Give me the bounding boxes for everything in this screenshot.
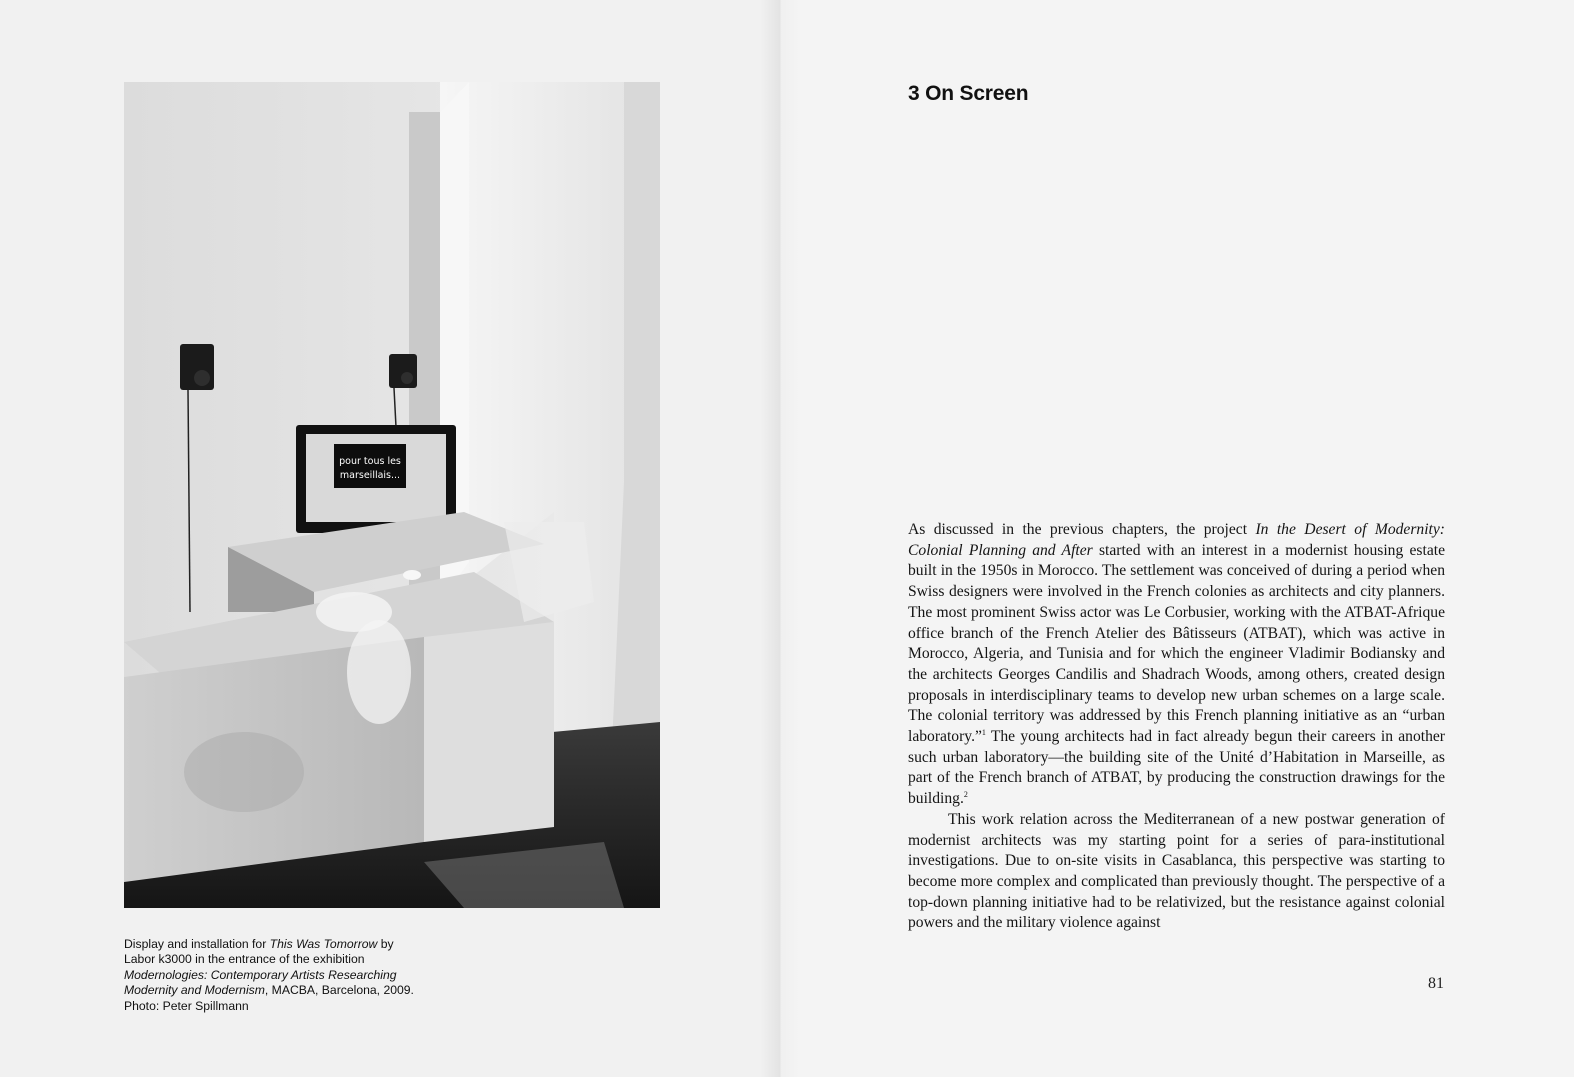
caption-text: Display and installation for: [124, 937, 270, 951]
caption-line-2: Labor k3000 in the entrance of the exhibition: [124, 952, 365, 967]
monitor-screen-text-line1: pour tous les: [339, 456, 401, 467]
footnote-ref-1[interactable]: 1: [981, 728, 986, 738]
caption-text: , MACBA, Barcelona, 2009.: [264, 983, 414, 998]
paragraph-2: This work relation across the Mediterranean of a new postwar generation of modernist architects was my starting point for a series of para-institutional investigations. Due to on-site visits in Casablanca, this perspective was starting to become more complex and complicated than previously thought. The perspective of a top-down planning initiative had to be relativized, but the resistance against colonial powers and the military violence against: [908, 810, 1445, 932]
caption-text: by: [377, 937, 394, 951]
caption-work-title: This Was Tomorrow: [269, 937, 378, 951]
paragraph-1: [908, 520, 1445, 810]
caption-line-5: Photo: Peter Spillmann: [124, 998, 249, 1013]
caption-line-4: [124, 983, 444, 998]
caption-exhibition-title: Modernity and Modernism: [124, 983, 265, 998]
chapter-title: 3 On Screen: [908, 82, 1029, 105]
paragraph-text: started with an interest in a modernist housing estate built in the 1950s in Morocco. The settlement was conceived of during a period when Swiss designers were involved in the French colonies as architects and city planners. The most prominent Swiss actor was Le Corbusier, working with the ATBAT-Afrique office branch of the French Atelier des Bâtisseurs (ATBAT), which was active in Morocco, Algeria, and Tunisia and for which the engineer Vladimir Bodiansky and the architects Georges Candilis and Shadrach Woods, among others, created design proposals in interdisciplinary teams to develop new urban schemes on a large scale. The colonial territory was addressed by this French planning initiative as an “urban laboratory.”: [908, 541, 1445, 746]
monitor-screen-text-line2: marseillais...: [339, 470, 401, 481]
paragraph-text: The young architects had in fact already begun their careers in another such urban laboratory—the building site of the Unité d’Habitation in Marseille, as part of the French branch of ATBAT, by producing the construction drawings for the building.: [908, 728, 1445, 808]
exhibition-photo: [124, 82, 660, 908]
left-page: [0, 0, 781, 1077]
project-title: In the Desert of Modernity: Colonial Planning and After: [908, 521, 1445, 559]
caption-line-3: Modernologies: Contemporary Artists Researching: [124, 967, 397, 982]
page-number: 81: [1428, 975, 1444, 992]
body-text: [908, 520, 1445, 934]
exhibition-photo-illustration: [124, 82, 660, 908]
footnote-ref-2[interactable]: 2: [963, 790, 968, 800]
caption-line-1: [124, 937, 444, 952]
photo-caption: [124, 937, 444, 1014]
paragraph-text: As discussed in the previous chapters, the project: [908, 521, 1256, 538]
